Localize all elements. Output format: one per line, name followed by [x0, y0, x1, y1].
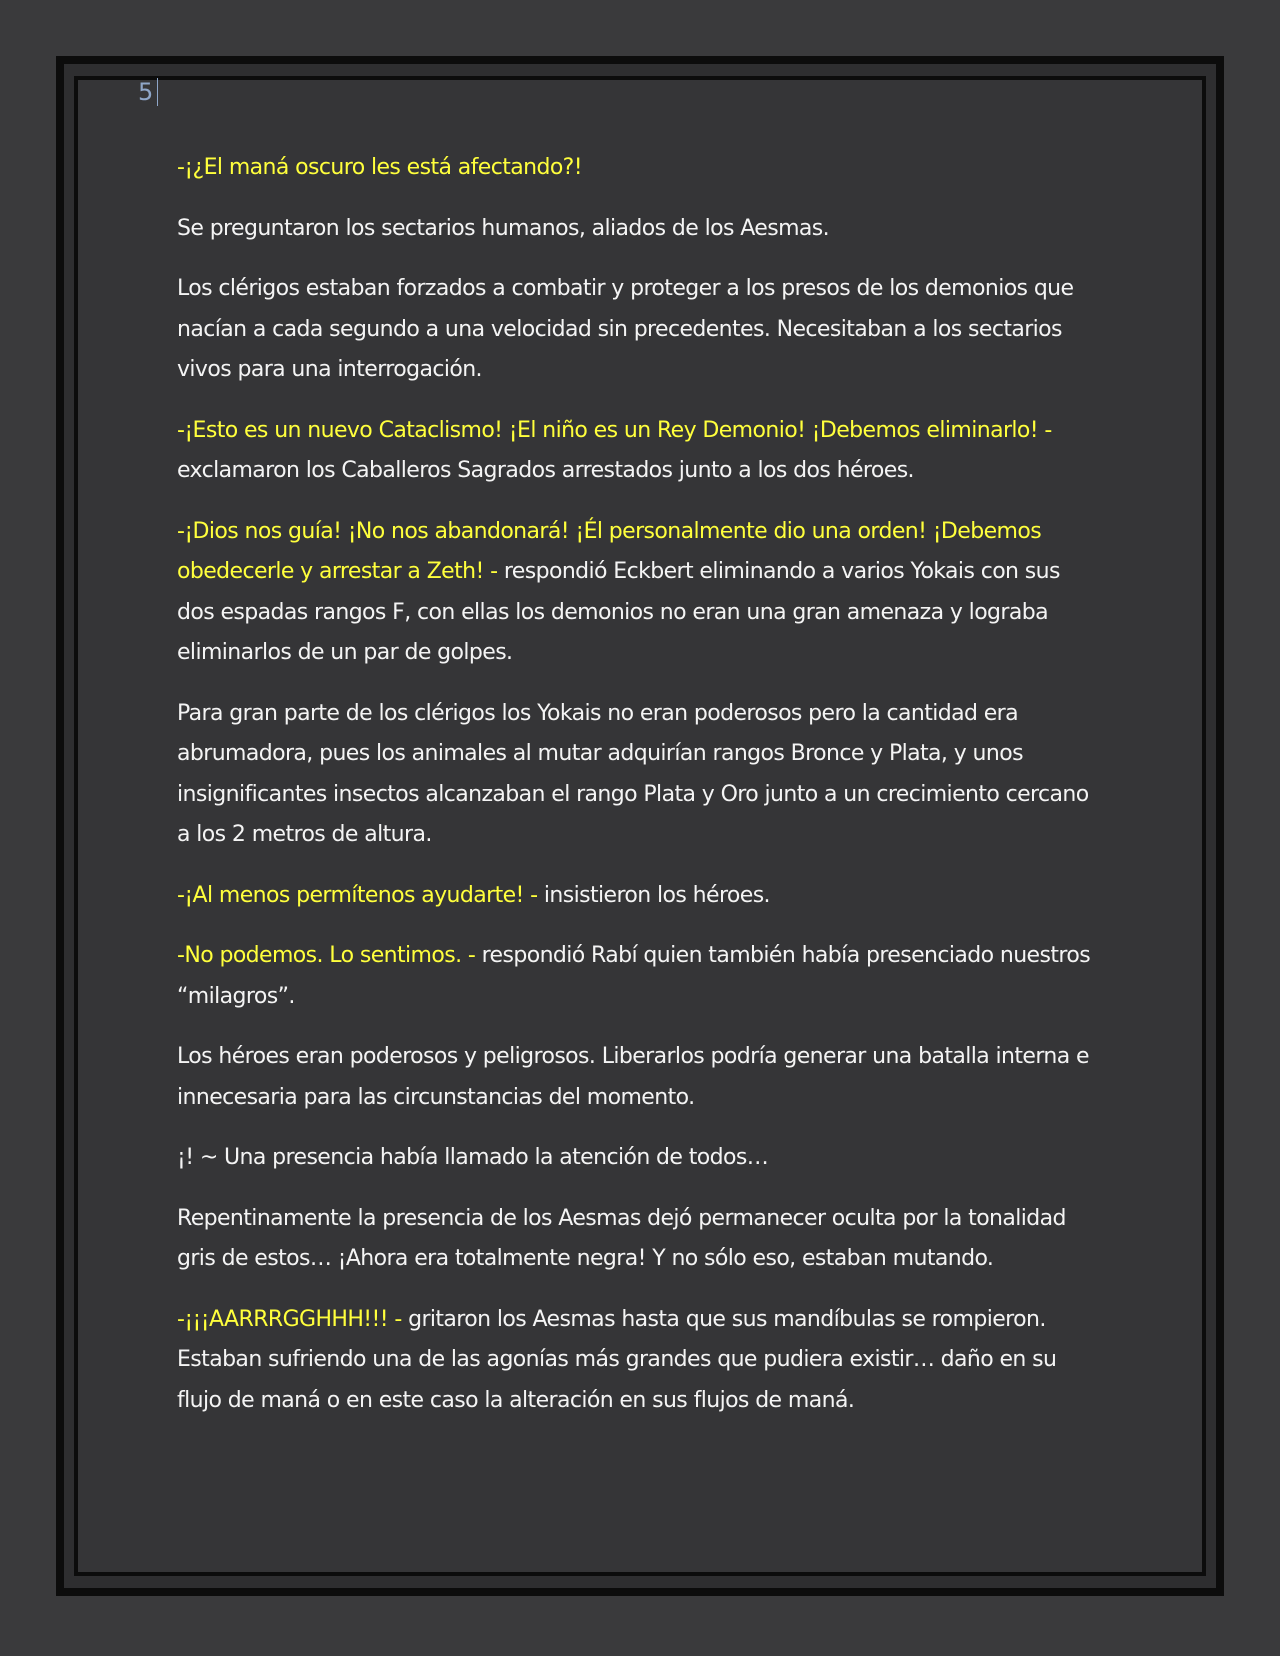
dialogue-text: -¡Esto es un nuevo Cataclismo! ¡El niño es un Rey Demonio! ¡Debemos eliminarlo! -: [177, 417, 1052, 443]
narration-text: Los clérigos estaban forzados a combatir y proteger a los presos de los demonios que nacían a cada segundo a una velocidad sin precedentes. Necesitaban a los sectarios vivos para una interrogación.: [177, 276, 1074, 382]
page-number: 5: [138, 78, 158, 106]
story-paragraph: [177, 512, 1102, 674]
narration-text: ¡! ~ Una presencia había llamado la atención de todos…: [177, 1145, 769, 1170]
story-paragraph: [177, 1037, 1102, 1118]
narration-text: Repentinamente la presencia de los Aesmas dejó permanecer oculta por la tonalidad gris de estos… ¡Ahora era totalmente negra! Y no sólo eso, estaban mutando.: [177, 1205, 1066, 1271]
dialogue-text: -No podemos. Lo sentimos. -: [177, 943, 476, 968]
story-text: [177, 148, 1102, 1441]
narration-text: Para gran parte de los clérigos los Yokais no eran poderosos pero la cantidad era abrumadora, pues los animales al mutar adquirían rangos Bronce y Plata, y unos insignificantes insectos alcanzaban el rango Plata y Oro junto a un crecimiento cercano a los 2 metros de altura.: [177, 700, 1089, 847]
story-paragraph: [177, 1199, 1102, 1280]
story-paragraph: [177, 876, 1102, 917]
narration-text: respondió Rabí quien también había presenciado nuestros “milagros”.: [177, 943, 1091, 1009]
dialogue-text: -¡Al menos permítenos ayudarte! -: [177, 882, 538, 908]
narration-text: Se preguntaron los sectarios humanos, aliados de los Aesmas.: [177, 215, 830, 241]
dialogue-text: -¡¿El maná oscuro les está afectando?!: [177, 155, 582, 180]
narration-text: respondió Eckbert eliminando a varios Yokais con sus dos espadas rangos F, con ellas los demonios no eran una gran amenaza y lograba eliminarlos de un par de golpes.: [177, 559, 1060, 665]
dialogue-text: -¡Dios nos guía! ¡No nos abandonará! ¡Él personalmente dio una orden! ¡Debemos obedecerle y arrestar a Zeth! -: [177, 518, 1042, 584]
narration-text: insistieron los héroes.: [537, 882, 770, 908]
story-paragraph: [177, 269, 1102, 391]
dialogue-text: -¡¡¡AARRRGGHHH!!! -: [177, 1306, 402, 1332]
narration-text: Los héroes eran poderosos y peligrosos. Liberarlos podría generar una batalla interna e innecesaria para las circunstancias del momento.: [177, 1044, 1089, 1110]
story-paragraph: [177, 148, 1102, 189]
narration-text: gritaron los Aesmas hasta que sus mandíbulas se rompieron. Estaban sufriendo una de las agonías más grandes que pudiera existir… daño en su flujo de maná o en este caso la alteración en sus flujos de maná.: [177, 1306, 1057, 1413]
story-paragraph: [177, 936, 1102, 1017]
story-paragraph: [177, 1138, 1102, 1179]
story-paragraph: [177, 411, 1102, 492]
story-paragraph: [177, 694, 1102, 856]
narration-text: exclamaron los Caballeros Sagrados arrestados junto a los dos héroes.: [177, 458, 914, 483]
story-paragraph: [177, 209, 1102, 250]
story-paragraph: [177, 1300, 1102, 1422]
